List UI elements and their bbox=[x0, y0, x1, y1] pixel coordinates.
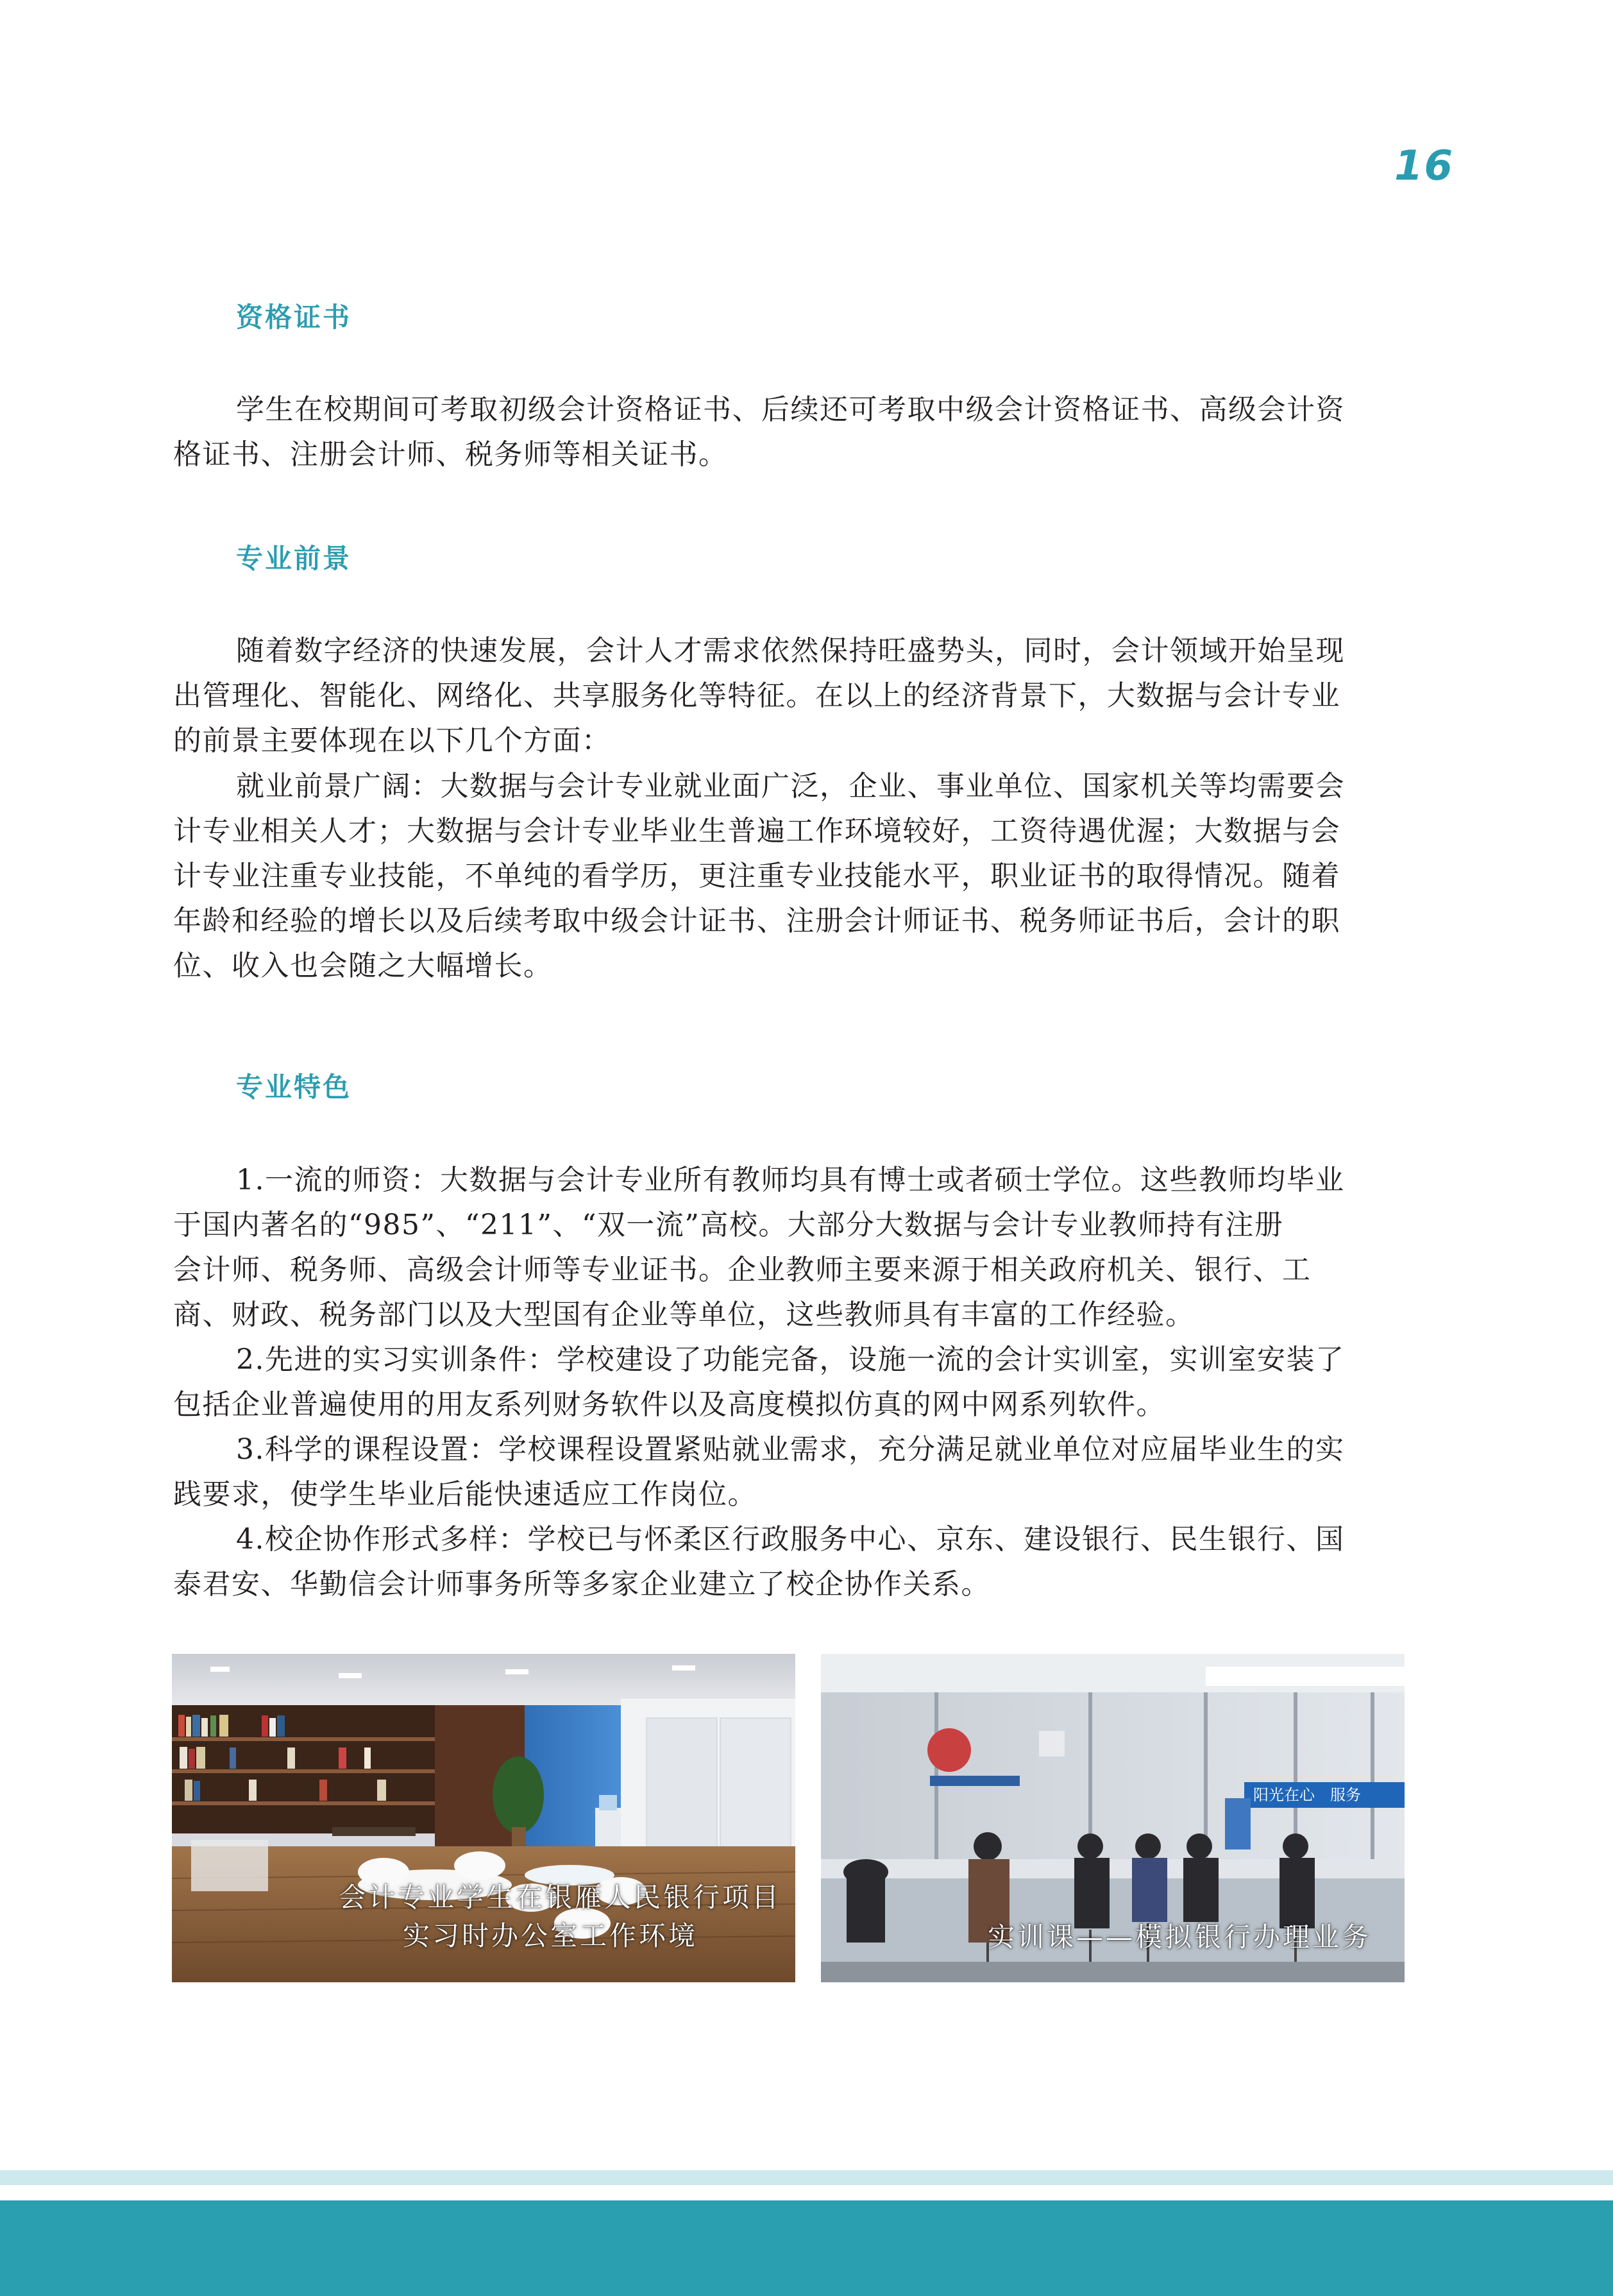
bank-training-photo bbox=[821, 1654, 1405, 1982]
prospects-paragraph-1 bbox=[173, 629, 1408, 763]
qualification-paragraph bbox=[173, 387, 1408, 477]
text-line: 于国内著名的“985”、“211”、“双一流”高校。大部分大数据与会计专业教师持有注册 bbox=[173, 1209, 1284, 1241]
features-item-1 bbox=[173, 1158, 1408, 1338]
text-line: 4.校企协作形式多样：学校已与怀柔区行政服务中心、京东、建设银行、民生银行、国 bbox=[236, 1523, 1345, 1556]
text-line: 位、收入也会随之大幅增长。 bbox=[173, 949, 553, 982]
text-line: 的前景主要体现在以下几个方面： bbox=[173, 724, 611, 757]
bank-training-photo-caption-text: 实训课——模拟银行办理业务 bbox=[988, 1921, 1372, 1953]
office-photo-caption-line-2: 实习时办公室工作环境 bbox=[403, 1920, 698, 1952]
text-line: 格证书、注册会计师、税务师等相关证书。 bbox=[173, 438, 728, 471]
prospects-paragraph-2 bbox=[173, 764, 1408, 989]
office-photo-caption bbox=[172, 1878, 795, 1955]
features-item-4 bbox=[173, 1517, 1408, 1607]
text-line: 泰君安、华勤信会计师事务所等多家企业建立了校企协作关系。 bbox=[173, 1568, 990, 1601]
text-line: 计专业相关人才；大数据与会计专业毕业生普遍工作环境较好，工资待遇优渥；大数据与会 bbox=[173, 815, 1340, 847]
features-item-3 bbox=[173, 1427, 1408, 1517]
text-line: 出管理化、智能化、网络化、共享服务化等特征。在以上的经济背景下，大数据与会计专业 bbox=[173, 679, 1340, 712]
features-item-2 bbox=[173, 1338, 1408, 1427]
text-line: 学生在校期间可考取初级会计资格证书、后续还可考取中级会计资格证书、高级会计资 bbox=[236, 393, 1345, 426]
office-photo-caption-line-1: 会计专业学生在银雁人民银行项目 bbox=[339, 1882, 782, 1913]
footer-dark-band bbox=[0, 2200, 1613, 2296]
bank-sign-text: 阳光在心 服务 bbox=[1253, 1786, 1361, 1804]
text-line: 1.一流的师资：大数据与会计专业所有教师均具有博士或者硕士学位。这些教师均毕业 bbox=[236, 1164, 1345, 1196]
text-line: 会计师、税务师、高级会计师等专业证书。企业教师主要来源于相关政府机关、银行、工 bbox=[173, 1254, 1312, 1286]
section-heading-prospects: 专业前景 bbox=[236, 543, 352, 574]
text-line: 就业前景广阔：大数据与会计专业就业面广泛，企业、事业单位、国家机关等均需要会 bbox=[236, 770, 1345, 803]
section-heading-features: 专业特色 bbox=[236, 1071, 352, 1103]
text-line: 3.科学的课程设置：学校课程设置紧贴就业需求，充分满足就业单位对应届毕业生的实 bbox=[236, 1433, 1345, 1466]
text-line: 商、财政、税务部门以及大型国有企业等单位，这些教师具有丰富的工作经验。 bbox=[173, 1298, 1195, 1331]
text-line: 包括企业普遍使用的用友系列财务软件以及高度模拟仿真的网中网系列软件。 bbox=[173, 1388, 1165, 1421]
footer-light-band bbox=[0, 2170, 1613, 2185]
text-line: 2.先进的实习实训条件：学校建设了功能完备，设施一流的会计实训室，实训室安装了 bbox=[236, 1343, 1345, 1376]
text-line: 践要求，使学生毕业后能快速适应工作岗位。 bbox=[173, 1478, 757, 1511]
office-photo bbox=[172, 1654, 795, 1982]
section-heading-qualification: 资格证书 bbox=[236, 302, 352, 333]
page-number: 16 bbox=[1394, 142, 1454, 190]
text-line: 年龄和经验的增长以及后续考取中级会计证书、注册会计师证书、税务师证书后，会计的职 bbox=[173, 905, 1340, 937]
text-line: 计专业注重专业技能，不单纯的看学历，更注重专业技能水平，职业证书的取得情况。随着 bbox=[173, 860, 1340, 892]
bank-training-photo-caption bbox=[821, 1918, 1405, 1957]
text-line: 随着数字经济的快速发展，会计人才需求依然保持旺盛势头，同时，会计领域开始呈现 bbox=[236, 634, 1345, 667]
